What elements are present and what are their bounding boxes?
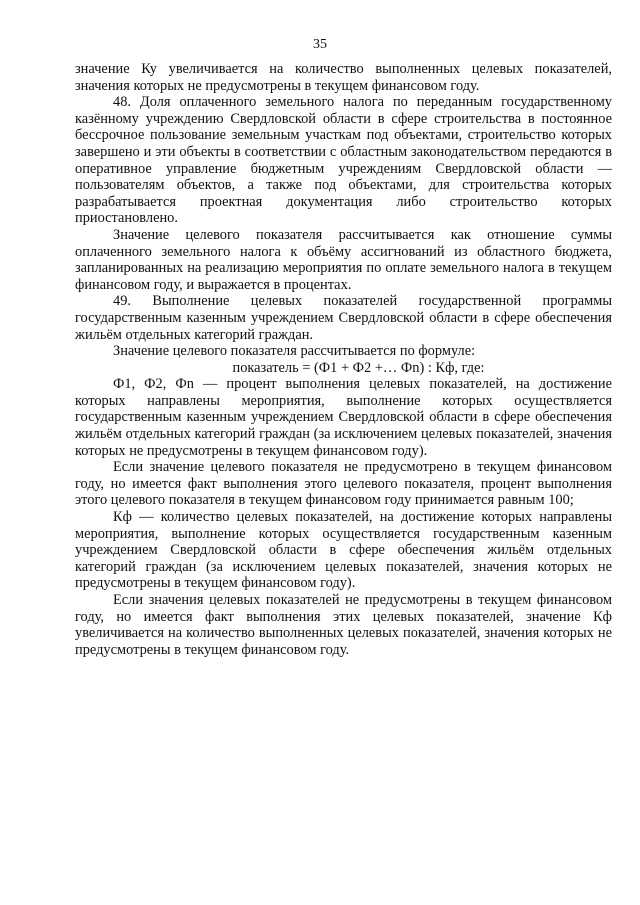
paragraph-ky-continuation: значение Ку увеличивается на количество выполненных целевых показателей, значения которых не предусмотрены в текущем финансовом году. xyxy=(75,61,612,94)
document-body xyxy=(75,61,612,658)
page-number: 35 xyxy=(313,37,327,52)
paragraph-item-49-f-definition: Ф1, Ф2, Фn — процент выполнения целевых показателей, на достижение которых направлены мероприятия, выполнение которых осуществляется государственным казенным учреждением Свердловской области в сфере обеспечения жильём отдельных категорий граждан (за исключением целевых показателей, значения которых не предусмотрены в текущем финансовом году). xyxy=(75,376,612,459)
paragraph-item-48-calculation: Значение целевого показателя рассчитывается как отношение суммы оплаченного земельного налога к объёму ассигнований из областного бюджета, запланированных на реализацию мероприятия по оплате земельного налога в текущем финансовом году, и выражается в процентах. xyxy=(75,226,612,293)
paragraph-item-49-kf-increase: Если значения целевых показателей не предусмотрены в текущем финансовом году, но имеется факт выполнения этих целевых показателей, значение Кф увеличивается на количество выполненных целевых показателей, значения которых не предусмотрены в текущем финансовом году. xyxy=(75,592,612,658)
paragraph-item-49-kf-definition: Кф — количество целевых показателей, на достижение которых направлены мероприятия, выполнение которых осуществляется государственным казенным учреждением Свердловской области в сфере обеспечения жильём отдельных категорий граждан (за исключением целевых показателей, значения которых не предусмотрены в текущем финансовом году). xyxy=(75,509,612,592)
paragraph-item-48: 48. Доля оплаченного земельного налога по переданным государственному казённому учреждению Свердловской области в сфере строительства в постоянное бессрочное пользование земельным участкам под объектами, строительство которых завершено и эти объекты в соответствии с областным законодательством передаются в оперативное управление бюджетным учреждениям Свердловской области — пользователям объектов, а также под объектами, для строительства которых разрабатывается проектная документация либо строительство которых приостановлено. xyxy=(75,94,612,227)
paragraph-item-49-formula-intro: Значение целевого показателя рассчитывается по формуле: xyxy=(113,343,476,360)
paragraph-item-49: 49. Выполнение целевых показателей государственной программы государственным казенным учреждением Свердловской области в сфере обеспечения жильём отдельных категорий граждан. xyxy=(75,293,612,343)
formula-line: показатель = (Ф1 + Ф2 +… Фn) : Кф, где: xyxy=(232,359,485,376)
paragraph-item-49-if-not-planned: Если значение целевого показателя не предусмотрено в текущем финансовом году, но имеется факт выполнения этого целевого показателя, процент выполнения этого целевого показателя в текущем финансовом году принимается равным 100; xyxy=(75,459,612,509)
